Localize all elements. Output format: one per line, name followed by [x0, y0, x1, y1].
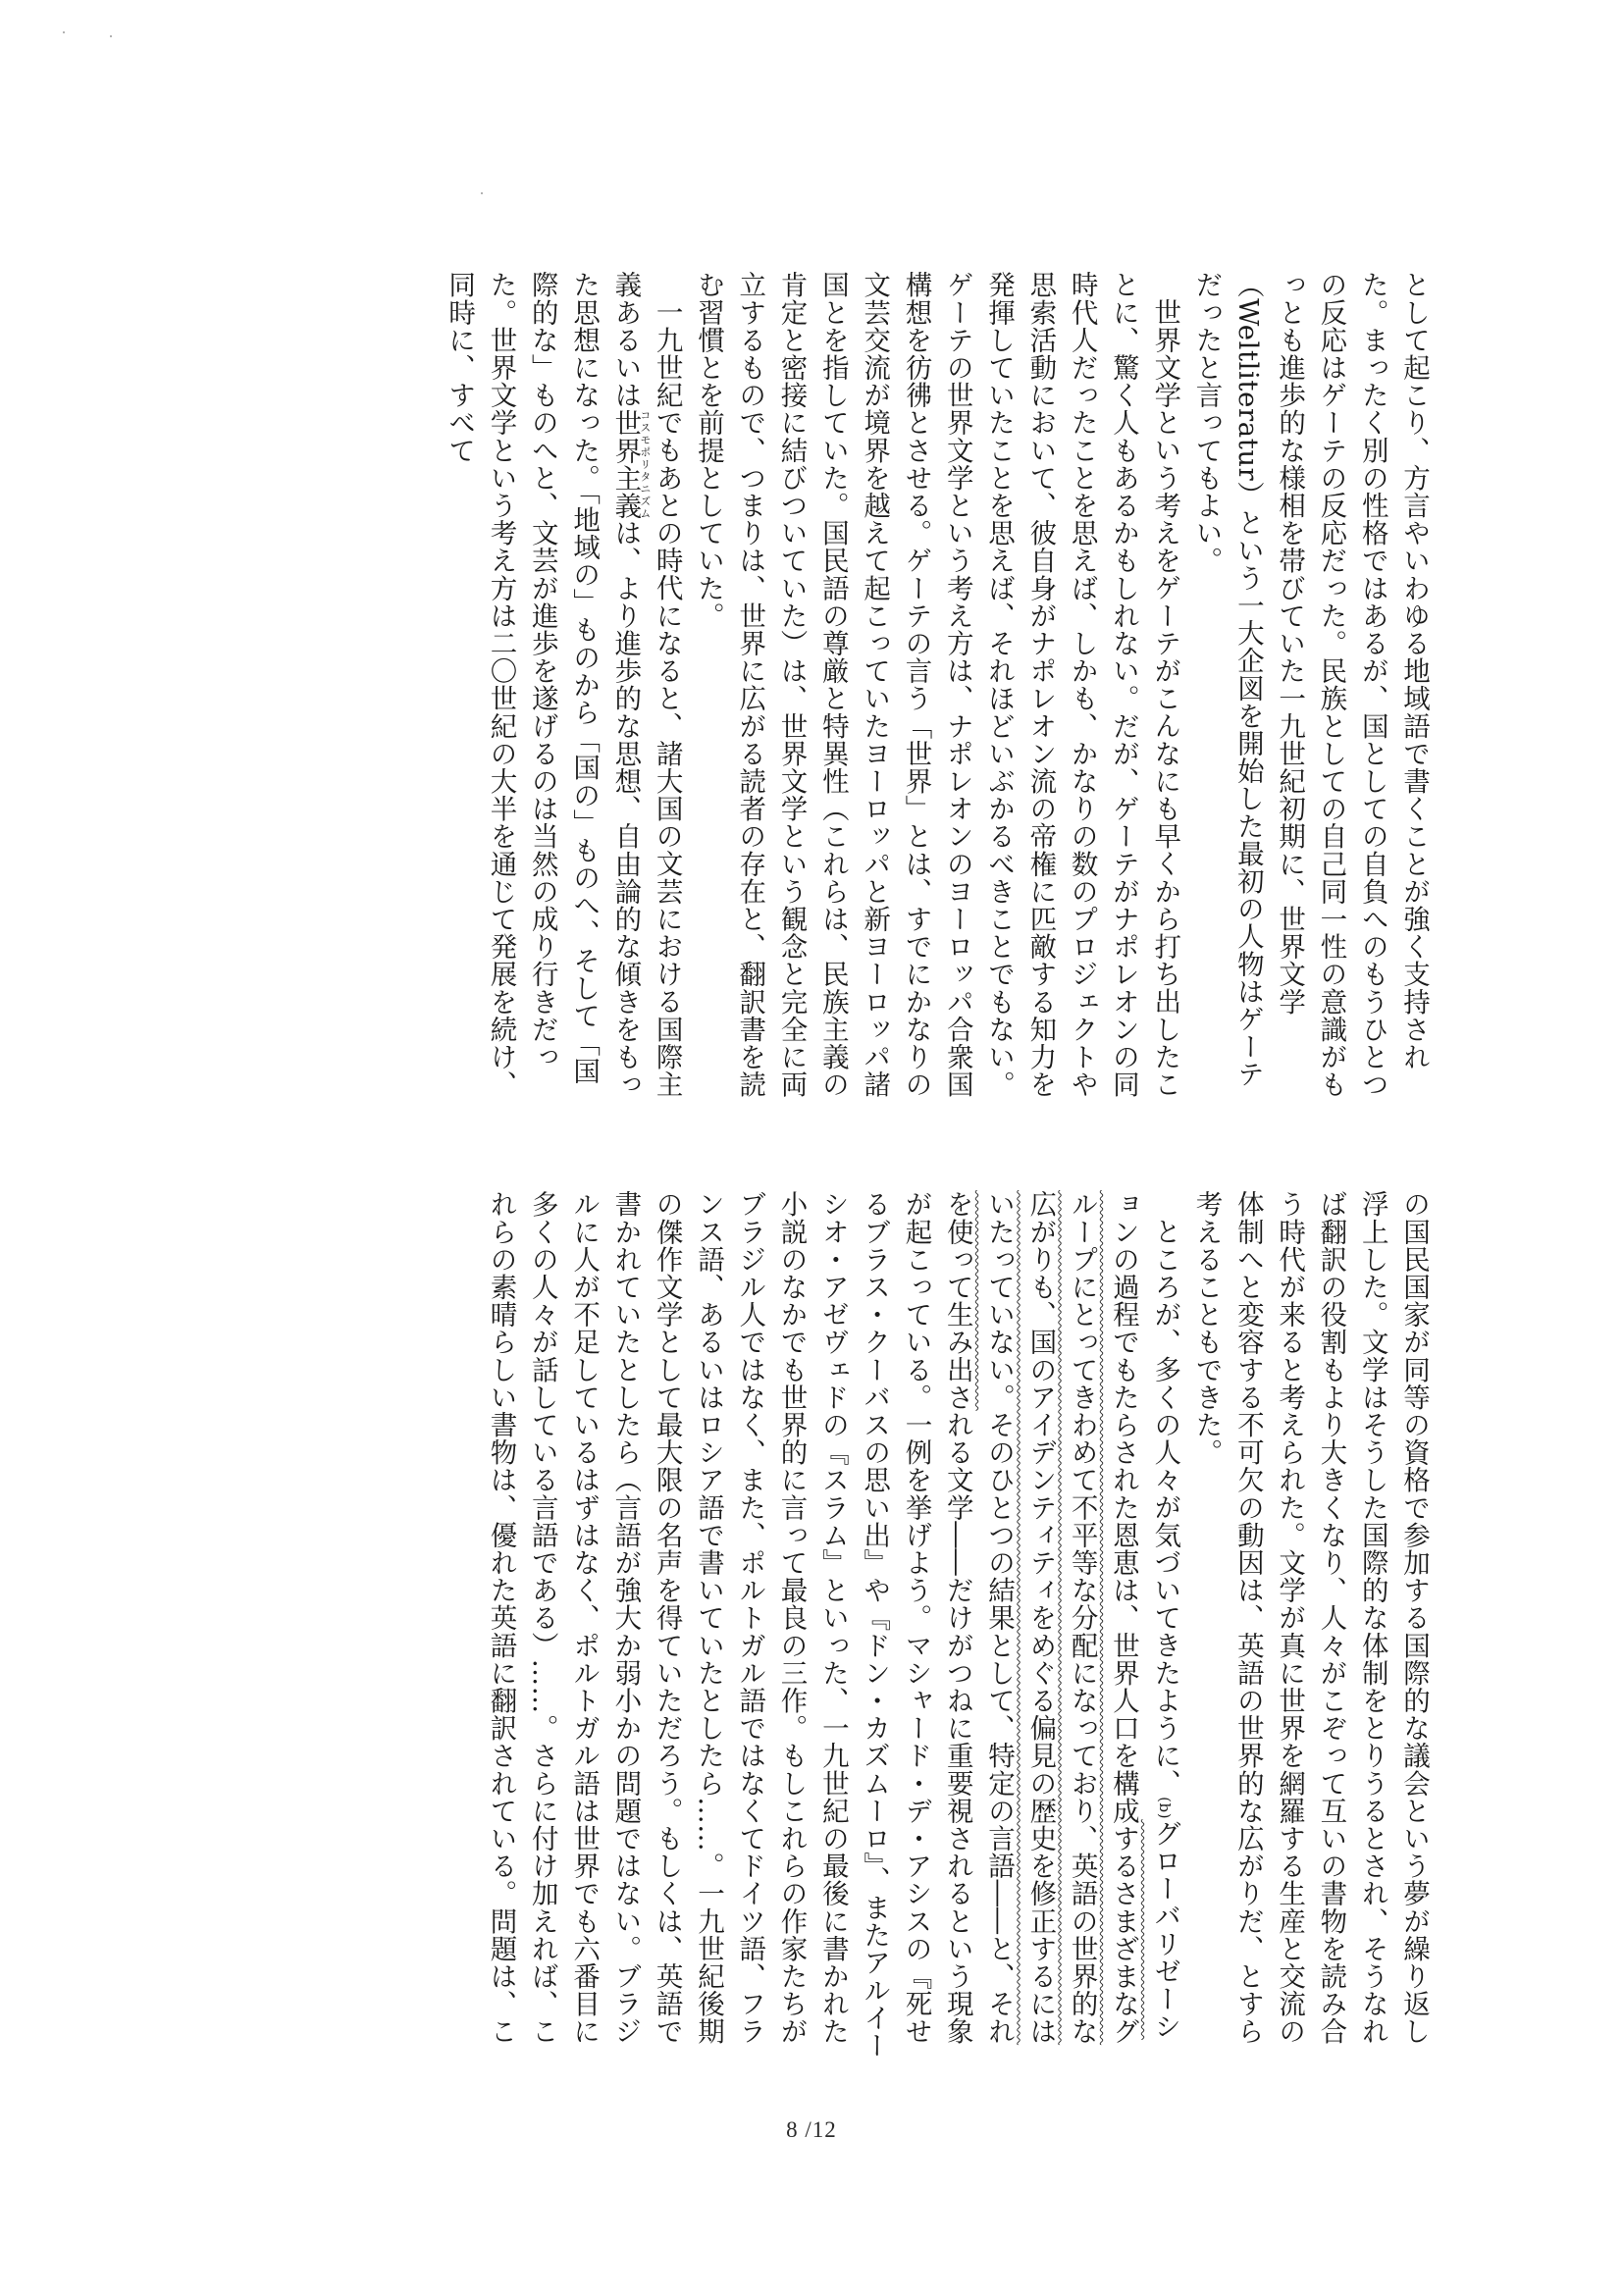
- lower-paragraph-2: [480, 1190, 1185, 2061]
- lower-paragraph-1: の国民国家が同等の資格で参加する国際的な議会という夢が繰り返し浮上した。文学はそうした国際的な体制をとりうるとされ、そうなれば翻訳の役割もより大きくなり、人々がこぞって互いの書物を読み合う時代が来ると考えられた。文学が真に世界を網羅する生産と交流の体制へと変容する不可欠の動因は、英語の世界的な広がりだ、とすら考えることもできた。: [1190, 1190, 1430, 2046]
- upper-paragraph-2: 世界文学という考えをゲーテがこんなにも早くから打ち出したことに、驚く人もあるかもしれない。だが、ゲーテがナポレオンの同時代人だったことを思えば、しかも、かなりの数のプロジェクトや思索活動において、彼自身がナポレオン流の帝権に匹敵する知力を発揮していたことを思えば、それほどいぶかるべきことでもない。ゲーテの世界文学という考え方は、ナポレオンのヨーロッパ合衆国構想を彷彿とさせる。ゲーテの言う「世界」とは、すでにかなりの文芸交流が境界を越えて起こっていたヨーロッパと新ヨーロッパ諸国とを指していた。国民語の尊厳と特異性（これらは、民族主義の肯定と密接に結びついていた）は、世界文学という観念と完全に両立するもので、つまりは、世界に広がる読者の存在と、翻訳書を読む習慣とを前提としていた。: [692, 271, 1181, 1098]
- scan-speck: [63, 31, 65, 33]
- ruby-base: 世界主義: [609, 408, 642, 519]
- scan-speck: [481, 192, 483, 194]
- ruby-annotation: コスモポリタニズム: [638, 408, 652, 519]
- lower-paragraph-2-end: そのひとつの結果として、特定の言語――と、それを使って生み出される文学――だけがつねに重要視されるという現象が起こっている。一例を挙げよう。マシャード・デ・アシスの『死せるブラス・クーバスの思い出』や『ドン・カズムーロ』、またアルイーシオ・アゼヴェドの『スラム』といった、一九世紀の最後に書かれた小説のなかでも世界的に言って最良の三作。もしこれらの作家たちがブラジル人ではなく、また、ポルトガル語ではなくてドイツ語、フランス語、あるいはロシア語で書いていたとしたら……。一九世紀後期の傑作文学として最大限の名声を得ていただろう。もしくは、英語で書かれていたとしたら（言語が強大か弱小かの問題ではない。ブラジルに人が不足しているはずはなく、ポルトガル語は世界でも六番目に多くの人々が話している言語である）……。さらに付け加えれば、これらの素晴らしい書物は、優れた英語に翻訳されている。問題は、こ: [485, 1190, 1016, 2060]
- wavy-underlined-passage: グローバリゼーションの過程でもたらされた恩恵は、世界人口を構成するさまざまなグループにとってきわめて不平等な分配になっており、英語の世界的な広がりも、国のアイデンティティをめぐる偏見の歴史を修正するにはいたっていない。: [983, 1190, 1181, 2046]
- upper-text-block: [139, 271, 1435, 1108]
- page-number: 8 /12: [786, 2117, 837, 2142]
- upper-paragraph-3-start: 一九世紀でもあとの時代になると、諸大国の文芸における国際主義あるいは: [609, 271, 683, 1098]
- cosmopolitanism-ruby: [609, 408, 652, 519]
- scan-speck: [110, 35, 112, 37]
- lower-paragraph-2-start: ところが、多くの人々が気づいてきたように、: [1149, 1217, 1181, 1797]
- upper-paragraph-3-end: は、より進歩的な思想、自由論的な傾きをもった思想になった。「地域の」ものから「国の」ものへ、そして「国際的な」ものへと、文芸が進歩を遂げるのは当然の成り行きだった。世界文学という考え方は二〇世紀の大半を通じて発展を続け、同時に、すべて: [444, 271, 642, 1099]
- upper-paragraph-1: として起こり、方言やいわゆる地域語で書くことが強く支持された。まったく別の性格ではあるが、国としての自負へのもうひとつの反応はゲーテの反応だった。民族としての自己同一性の意識がもっとも進歩的な様相を帯びていた一九世紀初期に、世界文学（Weltliteratur）という一大企図を開始した最初の人物はゲーテだったと言ってもよい。: [1190, 271, 1430, 1098]
- question-marker-b: (b): [1156, 1796, 1175, 1819]
- upper-paragraph-3: [439, 271, 688, 1108]
- lower-text-block: [139, 1190, 1435, 2061]
